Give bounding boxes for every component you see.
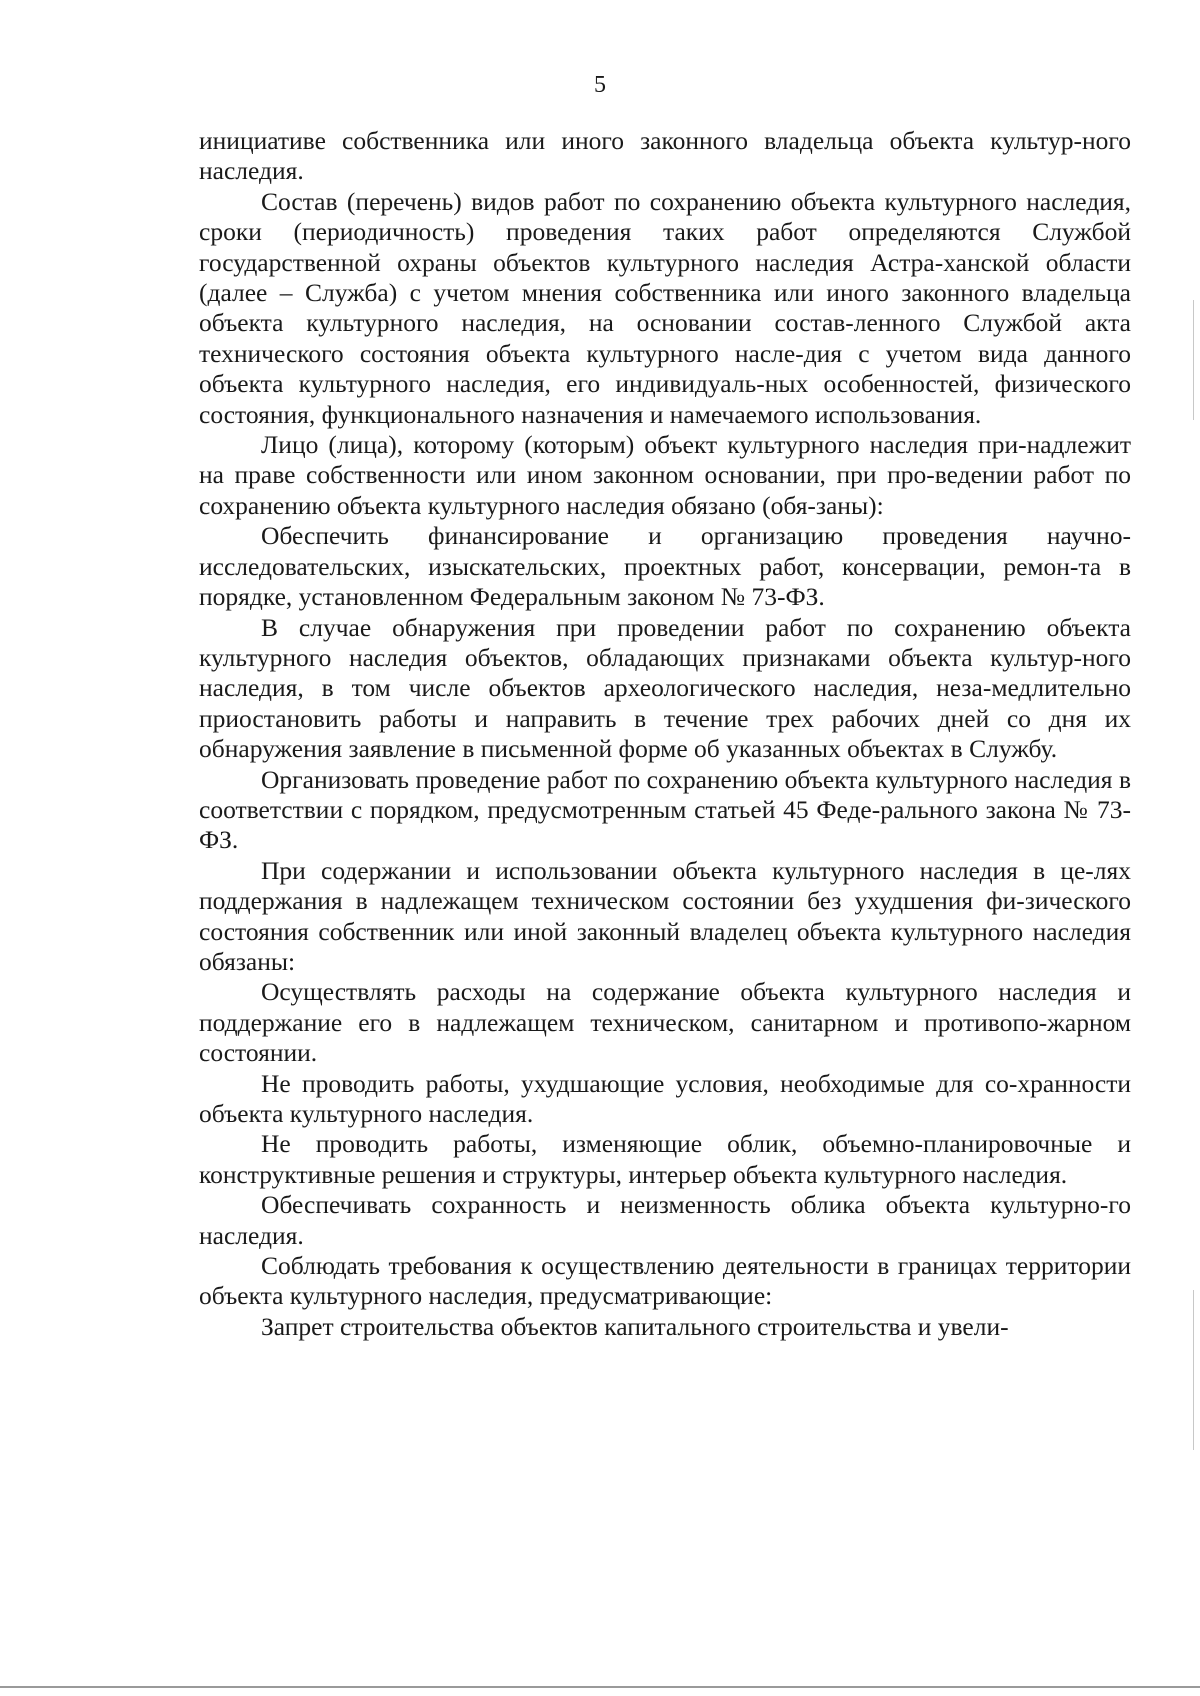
page-number: 5	[594, 72, 606, 98]
document-body	[199, 126, 1131, 1342]
scan-edge-mark	[1193, 1290, 1194, 1450]
paragraph: Обеспечивать сохранность и неизменность облика объекта культурно-го наследия.	[199, 1190, 1131, 1250]
paragraph: Лицо (лица), которому (которым) объект культурного наследия при-надлежит на праве собственности или ином законном основании, при про-ведении работ по сохранению объекта культурного наследия обязано (обя-заны):	[199, 430, 1131, 520]
paragraph: Запрет строительства объектов капитального строительства и увели-	[261, 1311, 1009, 1341]
paragraph: Организовать проведение работ по сохранению объекта культурного наследия в соответствии с порядком, предусмотренным статьей 45 Феде-рального закона № 73-ФЗ.	[199, 764, 1131, 855]
paragraph: Состав (перечень) видов работ по сохранению объекта культурного наследия, сроки (периодичность) проведения таких работ определяются Службой государственной охраны объектов культурного наследия Астра-ханской области (далее – Служба) с учетом мнения собственника или иного законного владельца объекта культурного наследия, на основании состав-ленного Службой акта технического состояния объекта культурного насле-дия с учетом вида данного объекта культурного наследия, его индивидуаль-ных особенностей, физического состояния, функционального назначения и намечаемого использования.	[199, 186, 1131, 429]
scan-edge-line	[0, 1686, 1200, 1688]
paragraph: В случае обнаружения при проведении работ по сохранению объекта культурного наследия объектов, обладающих признаками объекта культур-ного наследия, в том числе объектов археологического наследия, неза-медлительно приостановить работы и направить в течение трех рабочих дней со дня их обнаружения заявление в письменной форме об указанных объектах в Службу.	[199, 612, 1131, 764]
paragraph: Не проводить работы, ухудшающие условия, необходимые для со-хранности объекта культурного наследия.	[199, 1068, 1131, 1128]
scan-edge-mark	[1193, 300, 1194, 420]
paragraph: инициативе собственника или иного законного владельца объекта культур-ного наследия.	[199, 126, 1131, 186]
paragraph: При содержании и использовании объекта культурного наследия в це-лях поддержания в надлежащем техническом состоянии без ухудшения фи-зического состояния собственник или иной законный владелец объекта культурного наследия обязаны:	[199, 855, 1131, 976]
paragraph: Не проводить работы, изменяющие облик, объемно-планировочные и конструктивные решения и структуры, интерьер объекта культурного наследия.	[199, 1129, 1131, 1189]
paragraph: Соблюдать требования к осуществлению деятельности в границах территории объекта культурного наследия, предусматривающие:	[199, 1251, 1131, 1311]
paragraph: Осуществлять расходы на содержание объекта культурного наследия и поддержание его в надлежащем техническом, санитарном и противопо-жарном состоянии.	[199, 977, 1131, 1068]
paragraph: Обеспечить финансирование и организацию проведения научно-исследовательских, изыскательских, проектных работ, консервации, ремон-та в порядке, установленном Федеральным законом № 73-ФЗ.	[199, 521, 1131, 612]
